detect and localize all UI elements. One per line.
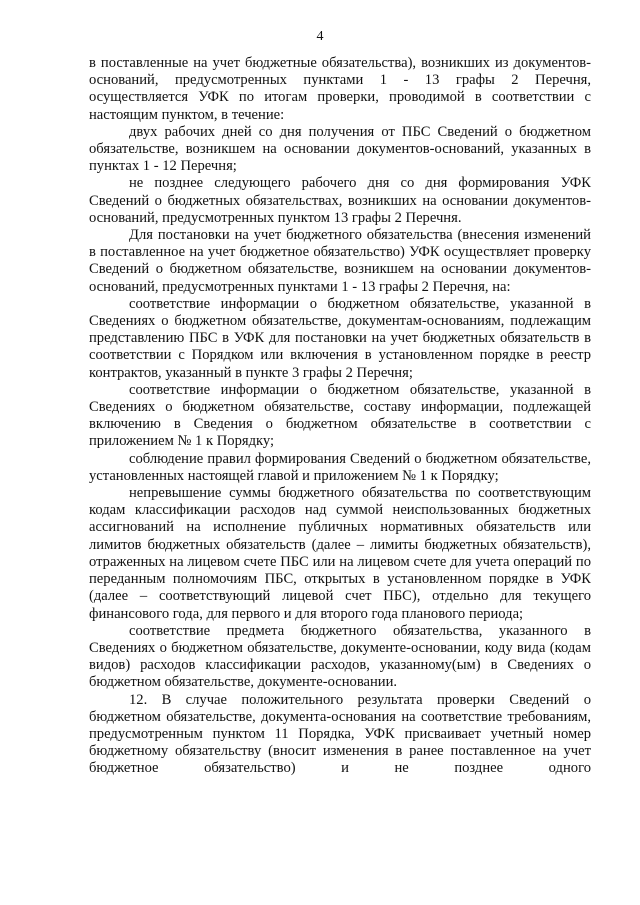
- paragraph-check-subject: соответствие предмета бюджетного обязательства, указанного в Сведениях о бюджетном обязательстве, документе-основании, коду вида (кодам видов) расходов классификации расходов, указанному(ым) в Сведениях о бюджетном обязательстве, документе-основании.: [89, 622, 591, 691]
- paragraph-continuation: в поставленные на учет бюджетные обязательства), возникших из документов-оснований, предусмотренных пунктами 1 - 13 графы 2 Перечня, осуществляется УФК по итогам проверки, проводимой в соответствии с настоящим пунктом, в течение:: [89, 55, 591, 123]
- paragraph-term-two-days: двух рабочих дней со дня получения от ПБС Сведений о бюджетном обязательстве, возникшем на основании документов-оснований, указанных в пунктах 1 - 12 Перечня;: [89, 123, 591, 175]
- paragraph-term-next-day: не позднее следующего рабочего дня со дня формирования УФК Сведений о бюджетных обязательствах, возникших на основании документов-оснований, предусмотренных пунктом 13 графы 2 Перечня.: [89, 175, 591, 226]
- paragraph-check-rules: соблюдение правил формирования Сведений о бюджетном обязательстве, установленных настоящей главой и приложением № 1 к Порядку;: [89, 450, 591, 484]
- paragraph-check-limits: непревышение суммы бюджетного обязательства по соответствующим кодам классификации расходов над суммой неиспользованных бюджетных ассигнований на исполнение публичных нормативных обязательств или лимитов бюджетных обязательств (далее – лимиты бюджетных обязательств), отраженных на лицевом счете ПБС или на лицевом счете для учета операций по переданным полномочиям ПБС, открытых в установленном порядке в УФК (далее – соответствующий лицевой счет ПБС), отдельно для текущего финансового года, для первого и для второго года планового периода;: [89, 485, 591, 622]
- paragraph-check-composition: соответствие информации о бюджетном обязательстве, указанной в Сведениях о бюджетном обязательстве, составу информации, подлежащей включению в Сведения о бюджетном обязательстве в соответствии с приложением № 1 к Порядку;: [89, 381, 591, 450]
- paragraph-item-12: 12. В случае положительного результата проверки Сведений о бюджетном обязательстве, документа-основания на соответствие требованиям, предусмотренным пунктом 11 Порядка, УФК присваивает учетный номер бюджетному обязательству (вносит изменения в ранее поставленное на учет бюджетное обязательство) и не позднее одного: [89, 691, 591, 777]
- paragraph-check-documents: соответствие информации о бюджетном обязательстве, указанной в Сведениях о бюджетном обязательстве, документам-основаниям, подлежащим представлению ПБС в УФК для постановки на учет бюджетных обязательств в соответствии с Порядком или включения в установленном порядке в реестр контрактов, указанный в пункте 3 графы 2 Перечня;: [89, 295, 591, 381]
- document-body: [89, 55, 591, 778]
- page-number: 4: [316, 29, 324, 44]
- paragraph-check-intro: Для постановки на учет бюджетного обязательства (внесения изменений в поставленное на учет бюджетное обязательство) УФК осуществляет проверку Сведений о бюджетном обязательстве, возникшем на основании документов-оснований, предусмотренных пунктами 1 - 13 графы 2 Перечня, на:: [89, 227, 591, 295]
